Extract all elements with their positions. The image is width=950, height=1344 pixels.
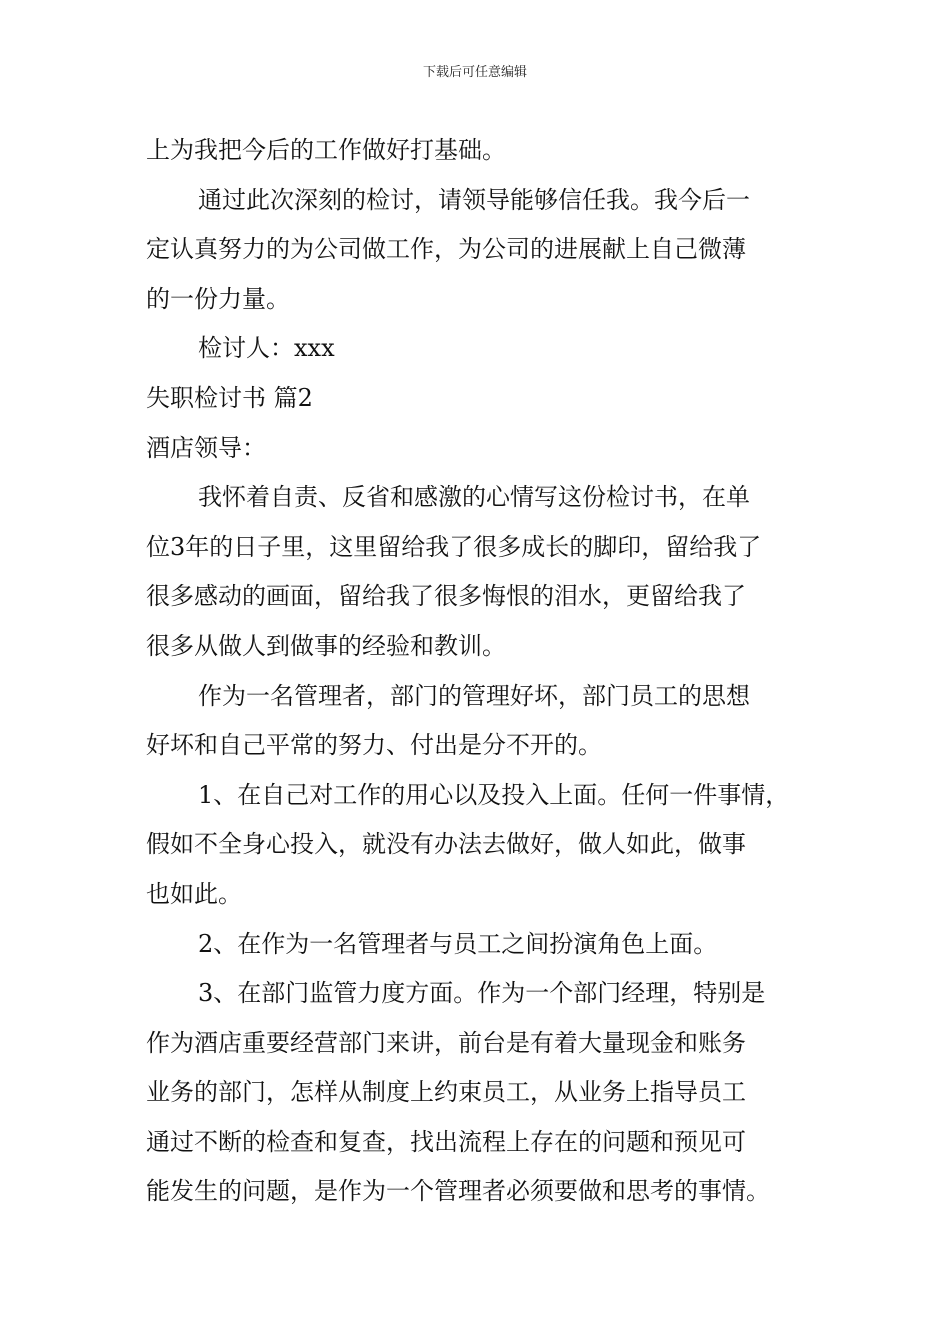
- page-header: 下载后可任意编辑: [422, 65, 527, 80]
- text-line: 好坏和自己平常的努力、付出是分不开的。: [146, 731, 602, 760]
- paragraph-start: 通过此次深刻的检讨，请领导能够信任我。我今后一: [198, 185, 750, 214]
- list-item: 3、在部门监管力度方面。作为一个部门经理，特别是: [198, 979, 766, 1008]
- paragraph-start: 我怀着自责、反省和感激的心情写这份检讨书，在单: [198, 483, 750, 512]
- document-body: [146, 126, 812, 1217]
- text-line: 作为酒店重要经营部门来讲，前台是有着大量现金和账务: [146, 1028, 746, 1057]
- salutation: 酒店领导：: [146, 433, 266, 462]
- text-line: 业务的部门，怎样从制度上约束员工，从业务上指导员工: [146, 1078, 746, 1107]
- section-title: 失职检讨书 篇2: [146, 383, 313, 412]
- signature-line: 检讨人：xxx: [198, 334, 335, 363]
- paragraph-start: 作为一名管理者，部门的管理好坏，部门员工的思想: [198, 681, 750, 710]
- text-line: 假如不全身心投入，就没有办法去做好，做人如此，做事: [146, 830, 746, 859]
- text-line: 通过不断的检查和复查，找出流程上存在的问题和预见可: [146, 1127, 746, 1156]
- list-item: 1、在自己对工作的用心以及投入上面。任何一件事情，: [198, 780, 790, 809]
- text-line: 很多从做人到做事的经验和教训。: [146, 631, 506, 660]
- list-item: 2、在作为一名管理者与员工之间扮演角色上面。: [198, 929, 718, 958]
- text-line: 定认真努力的为公司做工作，为公司的进展献上自己微薄: [146, 235, 746, 264]
- text-line: 上为我把今后的工作做好打基础。: [146, 136, 506, 164]
- text-line: 位3年的日子里，这里留给我了很多成长的脚印，留给我了: [146, 532, 762, 561]
- text-line: 能发生的问题，是作为一个管理者必须要做和思考的事情。: [146, 1177, 770, 1206]
- text-line: 也如此。: [146, 879, 242, 908]
- text-line: 的一份力量。: [146, 284, 290, 313]
- text-line: 很多感动的画面，留给我了很多悔恨的泪水，更留给我了: [146, 582, 746, 611]
